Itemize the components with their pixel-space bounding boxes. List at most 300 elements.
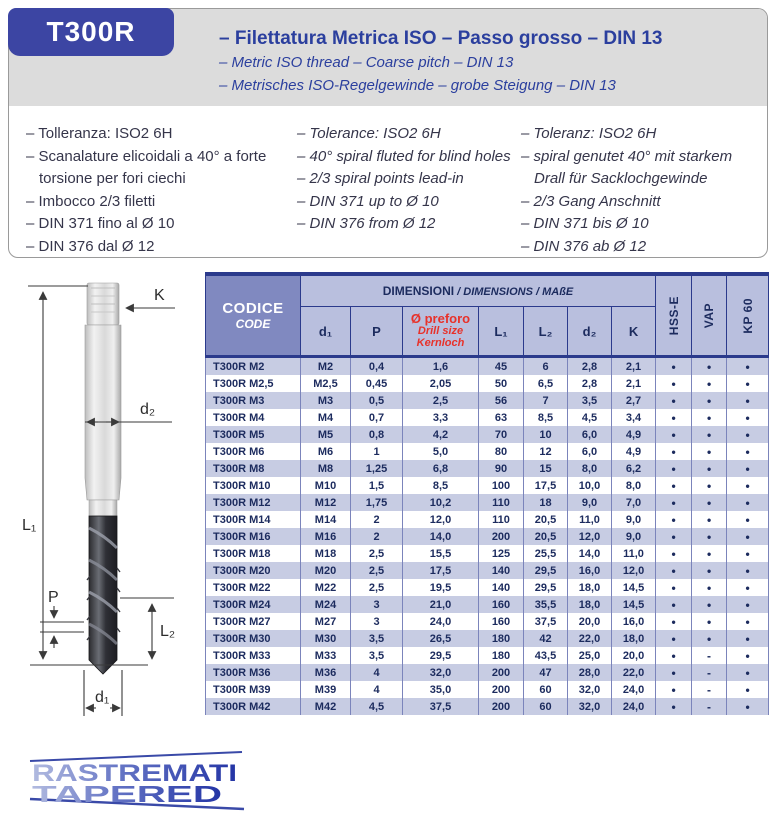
row-code: T300R M12 bbox=[206, 494, 301, 511]
row-value: 3,5 bbox=[351, 647, 403, 664]
row-value: M4 bbox=[301, 409, 351, 426]
row-value: 9,0 bbox=[612, 511, 656, 528]
row-value: 35,0 bbox=[403, 681, 479, 698]
table-row bbox=[206, 698, 769, 715]
row-value: 14,0 bbox=[568, 545, 612, 562]
row-value: M24 bbox=[301, 596, 351, 613]
row-value: 12,0 bbox=[403, 511, 479, 528]
row-code: T300R M8 bbox=[206, 460, 301, 477]
row-availability-mark: • bbox=[656, 477, 692, 494]
row-value: 22,0 bbox=[612, 664, 656, 681]
row-value: 24,0 bbox=[612, 698, 656, 715]
logo-text-rastremati: RASTREMATI bbox=[32, 760, 237, 787]
row-value: 200 bbox=[479, 664, 524, 681]
row-availability-mark: • bbox=[727, 596, 769, 613]
row-value: 24,0 bbox=[612, 681, 656, 698]
row-value: 19,5 bbox=[403, 579, 479, 596]
row-availability-mark: • bbox=[692, 426, 727, 443]
row-value: 11,0 bbox=[612, 545, 656, 562]
row-value: 29,5 bbox=[524, 579, 568, 596]
label-p: P bbox=[48, 589, 59, 606]
row-availability-mark: • bbox=[656, 630, 692, 647]
row-value: 25,0 bbox=[568, 647, 612, 664]
row-availability-mark: • bbox=[692, 562, 727, 579]
row-availability-mark: • bbox=[656, 596, 692, 613]
row-value: 8,0 bbox=[612, 477, 656, 494]
tap-illustration bbox=[85, 283, 121, 674]
features-italian bbox=[26, 123, 294, 258]
row-value: M16 bbox=[301, 528, 351, 545]
header-d1: d₁ bbox=[301, 307, 351, 357]
rastremati-tapered-logo bbox=[26, 748, 251, 812]
row-availability-mark: • bbox=[692, 409, 727, 426]
row-value: 10,0 bbox=[568, 477, 612, 494]
row-code: T300R M4 bbox=[206, 409, 301, 426]
row-value: 28,0 bbox=[568, 664, 612, 681]
row-value: M20 bbox=[301, 562, 351, 579]
row-value: M6 bbox=[301, 443, 351, 460]
row-value: 47 bbox=[524, 664, 568, 681]
row-value: 29,5 bbox=[403, 647, 479, 664]
table-row bbox=[206, 681, 769, 698]
row-value: 17,5 bbox=[403, 562, 479, 579]
row-value: 10 bbox=[524, 426, 568, 443]
header-d2: d₂ bbox=[568, 307, 612, 357]
header-dimensioni-italic: / DIMENSIONS / MAßE bbox=[454, 286, 574, 298]
header-drill-size: Ø preforo Drill size Kernloch bbox=[403, 307, 479, 357]
row-value: 9,0 bbox=[568, 494, 612, 511]
header-code-label: CODE bbox=[235, 317, 271, 331]
row-value: 4 bbox=[351, 681, 403, 698]
row-value: 2 bbox=[351, 511, 403, 528]
row-availability-mark: - bbox=[692, 647, 727, 664]
row-value: 16,0 bbox=[568, 562, 612, 579]
row-value: 12,0 bbox=[612, 562, 656, 579]
feature-item: – DIN 371 up to Ø 10 bbox=[297, 192, 439, 210]
row-value: 18,0 bbox=[568, 596, 612, 613]
row-value: 90 bbox=[479, 460, 524, 477]
table-body bbox=[206, 357, 769, 716]
row-value: 8,5 bbox=[524, 409, 568, 426]
logo-text-tapered: TAPERED bbox=[32, 781, 222, 807]
feature-item: – DIN 371 fino al Ø 10 bbox=[26, 215, 175, 232]
table-row bbox=[206, 392, 769, 409]
row-value: 200 bbox=[479, 698, 524, 715]
row-code: T300R M30 bbox=[206, 630, 301, 647]
row-availability-mark: - bbox=[692, 681, 727, 698]
row-value: 32,0 bbox=[403, 664, 479, 681]
row-availability-mark: • bbox=[656, 426, 692, 443]
row-value: 25,5 bbox=[524, 545, 568, 562]
row-value: 12,0 bbox=[568, 528, 612, 545]
table-row bbox=[206, 460, 769, 477]
row-availability-mark: • bbox=[656, 562, 692, 579]
row-availability-mark: • bbox=[656, 647, 692, 664]
row-availability-mark: • bbox=[692, 494, 727, 511]
row-availability-mark: • bbox=[656, 357, 692, 376]
row-value: 6,5 bbox=[524, 375, 568, 392]
row-value: 7,0 bbox=[612, 494, 656, 511]
row-value: M42 bbox=[301, 698, 351, 715]
row-availability-mark: • bbox=[727, 460, 769, 477]
feature-item: – Tolerance: ISO2 6H bbox=[297, 125, 441, 142]
row-availability-mark: • bbox=[727, 545, 769, 562]
row-value: M39 bbox=[301, 681, 351, 698]
row-availability-mark: • bbox=[727, 409, 769, 426]
row-value: M27 bbox=[301, 613, 351, 630]
row-availability-mark: • bbox=[727, 579, 769, 596]
table-row bbox=[206, 409, 769, 426]
row-value: 6,2 bbox=[612, 460, 656, 477]
row-availability-mark: • bbox=[727, 426, 769, 443]
row-value: 2,1 bbox=[612, 375, 656, 392]
row-value: 2,7 bbox=[612, 392, 656, 409]
header-l1: L₁ bbox=[479, 307, 524, 357]
row-code: T300R M16 bbox=[206, 528, 301, 545]
row-value: 2 bbox=[351, 528, 403, 545]
row-value: 20,0 bbox=[568, 613, 612, 630]
row-availability-mark: • bbox=[692, 460, 727, 477]
row-value: 2,1 bbox=[612, 357, 656, 376]
row-value: 140 bbox=[479, 579, 524, 596]
feature-item: – DIN 376 dal Ø 12 bbox=[26, 237, 155, 255]
row-availability-mark: • bbox=[692, 613, 727, 630]
row-value: 15 bbox=[524, 460, 568, 477]
row-value: 2,05 bbox=[403, 375, 479, 392]
feature-item: – DIN 371 bis Ø 10 bbox=[521, 215, 649, 232]
row-value: 4,5 bbox=[568, 409, 612, 426]
row-availability-mark: • bbox=[692, 579, 727, 596]
row-availability-mark: • bbox=[727, 477, 769, 494]
feature-item: – DIN 376 ab Ø 12 bbox=[521, 237, 647, 255]
row-availability-mark: • bbox=[727, 630, 769, 647]
row-code: T300R M6 bbox=[206, 443, 301, 460]
row-value: 4 bbox=[351, 664, 403, 681]
row-value: M3 bbox=[301, 392, 351, 409]
features-english bbox=[297, 123, 515, 236]
row-value: M5 bbox=[301, 426, 351, 443]
row-value: 20,0 bbox=[612, 647, 656, 664]
row-value: 110 bbox=[479, 494, 524, 511]
row-value: 35,5 bbox=[524, 596, 568, 613]
dimensions-table bbox=[205, 272, 769, 715]
row-value: 18,0 bbox=[612, 630, 656, 647]
row-value: 2,5 bbox=[403, 392, 479, 409]
row-value: 4,9 bbox=[612, 426, 656, 443]
row-value: 1,5 bbox=[351, 477, 403, 494]
header-k: K bbox=[612, 307, 656, 357]
label-l2: L₂ bbox=[160, 623, 176, 640]
row-code: T300R M18 bbox=[206, 545, 301, 562]
row-availability-mark: • bbox=[692, 528, 727, 545]
row-code: T300R M42 bbox=[206, 698, 301, 715]
row-code: T300R M2 bbox=[206, 357, 301, 376]
table-row bbox=[206, 562, 769, 579]
row-value: 8,5 bbox=[403, 477, 479, 494]
row-value: 6,0 bbox=[568, 426, 612, 443]
row-value: 56 bbox=[479, 392, 524, 409]
row-value: 2,5 bbox=[351, 562, 403, 579]
row-value: 100 bbox=[479, 477, 524, 494]
header-codice bbox=[206, 274, 301, 357]
row-code: T300R M10 bbox=[206, 477, 301, 494]
header-dimensioni bbox=[301, 274, 656, 307]
label-d1: d₁ bbox=[95, 689, 110, 706]
row-availability-mark: • bbox=[692, 596, 727, 613]
row-value: 14,5 bbox=[612, 579, 656, 596]
row-value: 1,25 bbox=[351, 460, 403, 477]
row-value: 43,5 bbox=[524, 647, 568, 664]
product-code-badge bbox=[8, 8, 174, 56]
row-value: M10 bbox=[301, 477, 351, 494]
row-value: 0,7 bbox=[351, 409, 403, 426]
row-value: 3 bbox=[351, 596, 403, 613]
row-value: 180 bbox=[479, 647, 524, 664]
row-value: 60 bbox=[524, 698, 568, 715]
header-hss-e: HSS-E bbox=[656, 274, 692, 357]
feature-item: – 40° spiral fluted for blind holes bbox=[297, 147, 511, 165]
table-row bbox=[206, 477, 769, 494]
title-english: – Metric ISO thread – Coarse pitch – DIN 13 bbox=[219, 54, 514, 71]
row-availability-mark: • bbox=[727, 647, 769, 664]
row-value: 45 bbox=[479, 357, 524, 376]
row-value: 32,0 bbox=[568, 681, 612, 698]
table-row bbox=[206, 528, 769, 545]
row-availability-mark: • bbox=[656, 664, 692, 681]
row-availability-mark: • bbox=[656, 613, 692, 630]
row-value: 2,8 bbox=[568, 375, 612, 392]
row-value: 22,0 bbox=[568, 630, 612, 647]
row-value: 3 bbox=[351, 613, 403, 630]
row-value: 1,75 bbox=[351, 494, 403, 511]
row-value: 110 bbox=[479, 511, 524, 528]
row-availability-mark: • bbox=[727, 511, 769, 528]
row-availability-mark: • bbox=[727, 528, 769, 545]
table-row bbox=[206, 357, 769, 376]
row-value: M14 bbox=[301, 511, 351, 528]
row-value: 160 bbox=[479, 613, 524, 630]
row-value: M2,5 bbox=[301, 375, 351, 392]
row-value: 2,5 bbox=[351, 579, 403, 596]
row-code: T300R M36 bbox=[206, 664, 301, 681]
row-code: T300R M39 bbox=[206, 681, 301, 698]
table-row bbox=[206, 647, 769, 664]
row-value: 0,8 bbox=[351, 426, 403, 443]
row-value: 10,2 bbox=[403, 494, 479, 511]
row-value: 9,0 bbox=[612, 528, 656, 545]
row-availability-mark: • bbox=[656, 579, 692, 596]
row-code: T300R M27 bbox=[206, 613, 301, 630]
row-value: M2 bbox=[301, 357, 351, 376]
row-value: 18,0 bbox=[568, 579, 612, 596]
features-german bbox=[521, 123, 761, 258]
row-value: 20,5 bbox=[524, 528, 568, 545]
feature-item: – 2/3 spiral points lead-in bbox=[297, 170, 464, 187]
row-value: 4,5 bbox=[351, 698, 403, 715]
row-value: 5,0 bbox=[403, 443, 479, 460]
row-availability-mark: • bbox=[727, 562, 769, 579]
label-k: K bbox=[154, 287, 165, 304]
row-value: 26,5 bbox=[403, 630, 479, 647]
row-availability-mark: • bbox=[692, 511, 727, 528]
row-value: 200 bbox=[479, 681, 524, 698]
row-availability-mark: • bbox=[656, 409, 692, 426]
row-availability-mark: • bbox=[656, 375, 692, 392]
table-row bbox=[206, 426, 769, 443]
row-code: T300R M33 bbox=[206, 647, 301, 664]
title-block bbox=[219, 27, 663, 97]
feature-item: – Scanalature elicoidali a 40° a forte torsione per fori ciechi bbox=[26, 147, 267, 187]
row-value: 3,4 bbox=[612, 409, 656, 426]
row-value: 15,5 bbox=[403, 545, 479, 562]
label-d2: d₂ bbox=[140, 401, 156, 418]
table-row bbox=[206, 443, 769, 460]
row-value: 4,2 bbox=[403, 426, 479, 443]
table-row bbox=[206, 545, 769, 562]
table-row bbox=[206, 664, 769, 681]
row-value: 3,5 bbox=[568, 392, 612, 409]
row-value: 14,0 bbox=[403, 528, 479, 545]
row-value: 24,0 bbox=[403, 613, 479, 630]
row-value: 11,0 bbox=[568, 511, 612, 528]
row-value: 37,5 bbox=[403, 698, 479, 715]
header-p: P bbox=[351, 307, 403, 357]
product-code-label: T300R bbox=[46, 16, 136, 47]
feature-list-de bbox=[521, 123, 761, 258]
row-value: 14,5 bbox=[612, 596, 656, 613]
row-availability-mark: • bbox=[727, 664, 769, 681]
row-value: 1 bbox=[351, 443, 403, 460]
row-code: T300R M22 bbox=[206, 579, 301, 596]
row-code: T300R M20 bbox=[206, 562, 301, 579]
row-value: M30 bbox=[301, 630, 351, 647]
row-value: 0,5 bbox=[351, 392, 403, 409]
row-availability-mark: • bbox=[656, 460, 692, 477]
row-value: M8 bbox=[301, 460, 351, 477]
table-row bbox=[206, 511, 769, 528]
row-availability-mark: • bbox=[727, 375, 769, 392]
table-row bbox=[206, 494, 769, 511]
row-value: 180 bbox=[479, 630, 524, 647]
row-value: M33 bbox=[301, 647, 351, 664]
row-value: 21,0 bbox=[403, 596, 479, 613]
header-dimensioni-bold: DIMENSIONI bbox=[382, 284, 455, 298]
row-value: 1,6 bbox=[403, 357, 479, 376]
row-availability-mark: • bbox=[692, 357, 727, 376]
row-value: M36 bbox=[301, 664, 351, 681]
row-value: 2,5 bbox=[351, 545, 403, 562]
feature-list-it bbox=[26, 123, 294, 258]
row-value: 6,0 bbox=[568, 443, 612, 460]
row-availability-mark: • bbox=[656, 528, 692, 545]
row-value: 160 bbox=[479, 596, 524, 613]
row-value: 70 bbox=[479, 426, 524, 443]
row-availability-mark: • bbox=[692, 375, 727, 392]
row-value: 3,3 bbox=[403, 409, 479, 426]
tap-dimension-diagram bbox=[10, 276, 205, 744]
row-availability-mark: • bbox=[692, 545, 727, 562]
row-value: M22 bbox=[301, 579, 351, 596]
row-value: 80 bbox=[479, 443, 524, 460]
row-value: 18 bbox=[524, 494, 568, 511]
row-availability-mark: • bbox=[727, 698, 769, 715]
row-availability-mark: • bbox=[727, 681, 769, 698]
row-value: 63 bbox=[479, 409, 524, 426]
feature-item: – Imbocco 2/3 filetti bbox=[26, 192, 156, 210]
row-value: 140 bbox=[479, 562, 524, 579]
feature-item: – DIN 376 from Ø 12 bbox=[297, 215, 436, 232]
row-availability-mark: • bbox=[656, 545, 692, 562]
row-value: 0,4 bbox=[351, 357, 403, 376]
row-availability-mark: • bbox=[656, 494, 692, 511]
row-availability-mark: • bbox=[656, 443, 692, 460]
row-value: 20,5 bbox=[524, 511, 568, 528]
table-row bbox=[206, 579, 769, 596]
row-value: 12 bbox=[524, 443, 568, 460]
row-code: T300R M3 bbox=[206, 392, 301, 409]
row-value: M18 bbox=[301, 545, 351, 562]
row-value: M12 bbox=[301, 494, 351, 511]
row-value: 29,5 bbox=[524, 562, 568, 579]
row-value: 42 bbox=[524, 630, 568, 647]
row-code: T300R M5 bbox=[206, 426, 301, 443]
feature-item: – 2/3 Gang Anschnitt bbox=[521, 192, 661, 210]
row-value: 125 bbox=[479, 545, 524, 562]
header-vap: VAP bbox=[692, 274, 727, 357]
feature-item: – Tolleranza: ISO2 6H bbox=[26, 125, 173, 142]
label-l1: L₁ bbox=[22, 517, 37, 534]
row-availability-mark: • bbox=[727, 613, 769, 630]
row-value: 50 bbox=[479, 375, 524, 392]
row-value: 17,5 bbox=[524, 477, 568, 494]
row-value: 6 bbox=[524, 357, 568, 376]
title-german: – Metrisches ISO-Regelgewinde – grobe Steigung – DIN 13 bbox=[219, 77, 616, 94]
row-value: 3,5 bbox=[351, 630, 403, 647]
row-availability-mark: • bbox=[656, 511, 692, 528]
row-value: 0,45 bbox=[351, 375, 403, 392]
row-value: 32,0 bbox=[568, 698, 612, 715]
row-value: 8,0 bbox=[568, 460, 612, 477]
row-value: 16,0 bbox=[612, 613, 656, 630]
row-availability-mark: • bbox=[692, 630, 727, 647]
feature-item: – spiral genutet 40° mit starkem Drall für Sacklochgewinde bbox=[521, 147, 733, 187]
row-availability-mark: • bbox=[727, 443, 769, 460]
table-row bbox=[206, 596, 769, 613]
feature-list-en bbox=[297, 123, 515, 236]
row-availability-mark: - bbox=[692, 698, 727, 715]
row-value: 6,8 bbox=[403, 460, 479, 477]
row-availability-mark: • bbox=[656, 681, 692, 698]
row-code: T300R M24 bbox=[206, 596, 301, 613]
row-value: 60 bbox=[524, 681, 568, 698]
row-value: 200 bbox=[479, 528, 524, 545]
row-availability-mark: • bbox=[656, 392, 692, 409]
row-availability-mark: • bbox=[727, 357, 769, 376]
row-value: 2,8 bbox=[568, 357, 612, 376]
row-availability-mark: • bbox=[656, 698, 692, 715]
table-row bbox=[206, 630, 769, 647]
row-code: T300R M2,5 bbox=[206, 375, 301, 392]
row-availability-mark: • bbox=[727, 494, 769, 511]
table-head bbox=[206, 274, 769, 357]
row-availability-mark: • bbox=[692, 392, 727, 409]
table-row bbox=[206, 375, 769, 392]
table-row bbox=[206, 613, 769, 630]
row-availability-mark: • bbox=[692, 477, 727, 494]
title-italian: – Filettatura Metrica ISO – Passo grosso – DIN 13 bbox=[219, 28, 663, 49]
row-availability-mark: • bbox=[692, 443, 727, 460]
feature-item: – Toleranz: ISO2 6H bbox=[521, 125, 657, 142]
